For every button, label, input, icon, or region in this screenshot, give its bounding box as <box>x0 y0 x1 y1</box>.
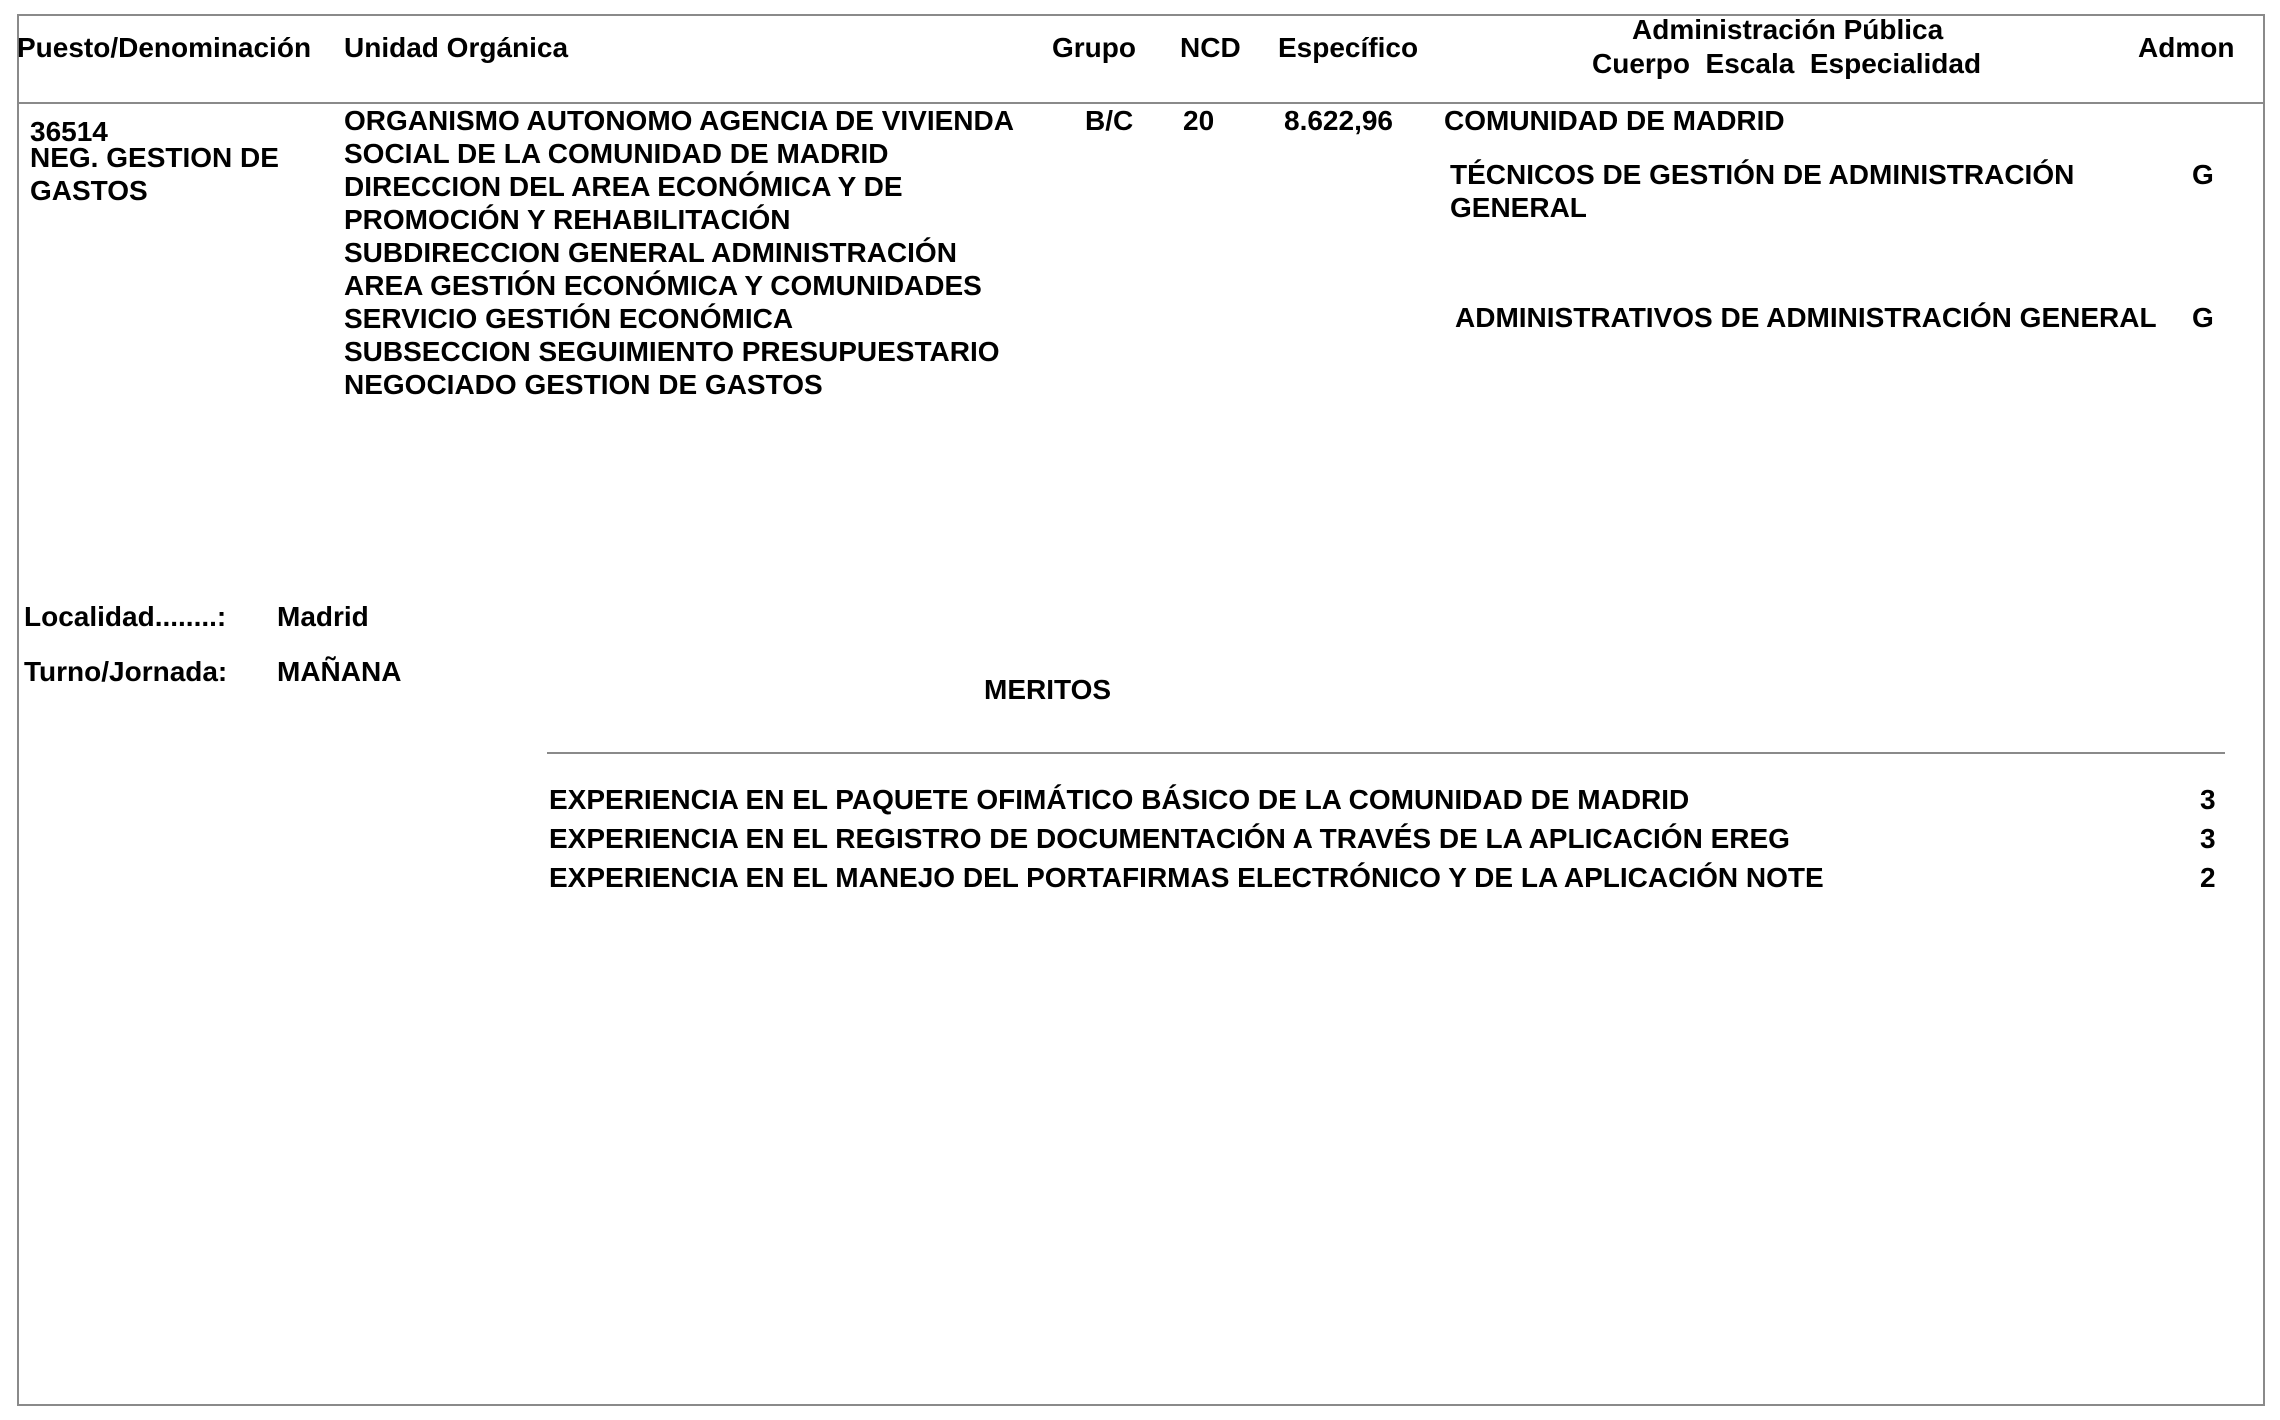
turno-label: Turno/Jornada: <box>24 656 228 687</box>
puesto-denominacion <box>30 141 279 207</box>
cuerpo-line: GENERAL <box>1450 192 1587 223</box>
unidad-line: NEGOCIADO GESTION DE GASTOS <box>344 369 823 400</box>
cuerpo-entry <box>1455 301 2157 334</box>
unidad-line: DIRECCION DEL AREA ECONÓMICA Y DE <box>344 171 903 202</box>
meritos-separator <box>547 752 2225 754</box>
unidad-line: SUBDIRECCION GENERAL ADMINISTRACIÓN <box>344 237 957 268</box>
header-admon: Admon <box>2138 32 2235 63</box>
unidad-line: SUBSECCION SEGUIMIENTO PRESUPUESTARIO <box>344 336 1000 367</box>
puesto-line: NEG. GESTION DE <box>30 142 279 173</box>
header-unidad: Unidad Orgánica <box>344 32 569 63</box>
header-admin-line1: Administración Pública <box>1632 14 1944 45</box>
unidad-line: SOCIAL DE LA COMUNIDAD DE MADRID <box>344 138 889 169</box>
administracion-value: COMUNIDAD DE MADRID <box>1444 105 1785 136</box>
cuerpo-admon: G <box>2192 302 2214 333</box>
header-especifico: Específico <box>1278 32 1419 63</box>
merito-points: 3 <box>2200 823 2216 854</box>
merito-text: EXPERIENCIA EN EL REGISTRO DE DOCUMENTACIÓN A TRAVÉS DE LA APLICACIÓN EREG <box>549 823 1790 854</box>
localidad-value: Madrid <box>277 601 369 632</box>
cuerpo-line: ADMINISTRATIVOS DE ADMINISTRACIÓN GENERAL <box>1455 302 2157 333</box>
turno-value: MAÑANA <box>277 656 402 687</box>
header-ncd: NCD <box>1180 32 1241 63</box>
unidad-line: ORGANISMO AUTONOMO AGENCIA DE VIVIENDA <box>344 105 1014 136</box>
cuerpo-entry <box>1450 158 2074 224</box>
especifico-value: 8.622,96 <box>1284 105 1393 136</box>
localidad-label: Localidad........: <box>24 601 227 632</box>
header-admin-line2: Cuerpo Escala Especialidad <box>1592 48 1982 79</box>
merito-text: EXPERIENCIA EN EL PAQUETE OFIMÁTICO BÁSICO DE LA COMUNIDAD DE MADRID <box>549 784 1690 815</box>
meritos-title: MERITOS <box>984 674 1112 705</box>
grupo-value: B/C <box>1085 105 1134 136</box>
unidad-organica <box>344 104 1014 401</box>
merito-points: 3 <box>2200 784 2216 815</box>
unidad-line: SERVICIO GESTIÓN ECONÓMICA <box>344 303 794 334</box>
ncd-value: 20 <box>1183 105 1215 136</box>
merito-points: 2 <box>2200 862 2216 893</box>
header-puesto: Puesto/Denominación <box>17 32 312 63</box>
cuerpo-admon: G <box>2192 159 2214 190</box>
header-grupo: Grupo <box>1052 32 1136 63</box>
puesto-line: GASTOS <box>30 175 148 206</box>
puesto-codigo: 36514 <box>30 116 108 147</box>
unidad-line: PROMOCIÓN Y REHABILITACIÓN <box>344 204 791 235</box>
unidad-line: AREA GESTIÓN ECONÓMICA Y COMUNIDADES <box>344 270 982 301</box>
cuerpo-line: TÉCNICOS DE GESTIÓN DE ADMINISTRACIÓN <box>1450 159 2075 190</box>
merito-text: EXPERIENCIA EN EL MANEJO DEL PORTAFIRMAS ELECTRÓNICO Y DE LA APLICACIÓN NOTE <box>549 862 1824 893</box>
